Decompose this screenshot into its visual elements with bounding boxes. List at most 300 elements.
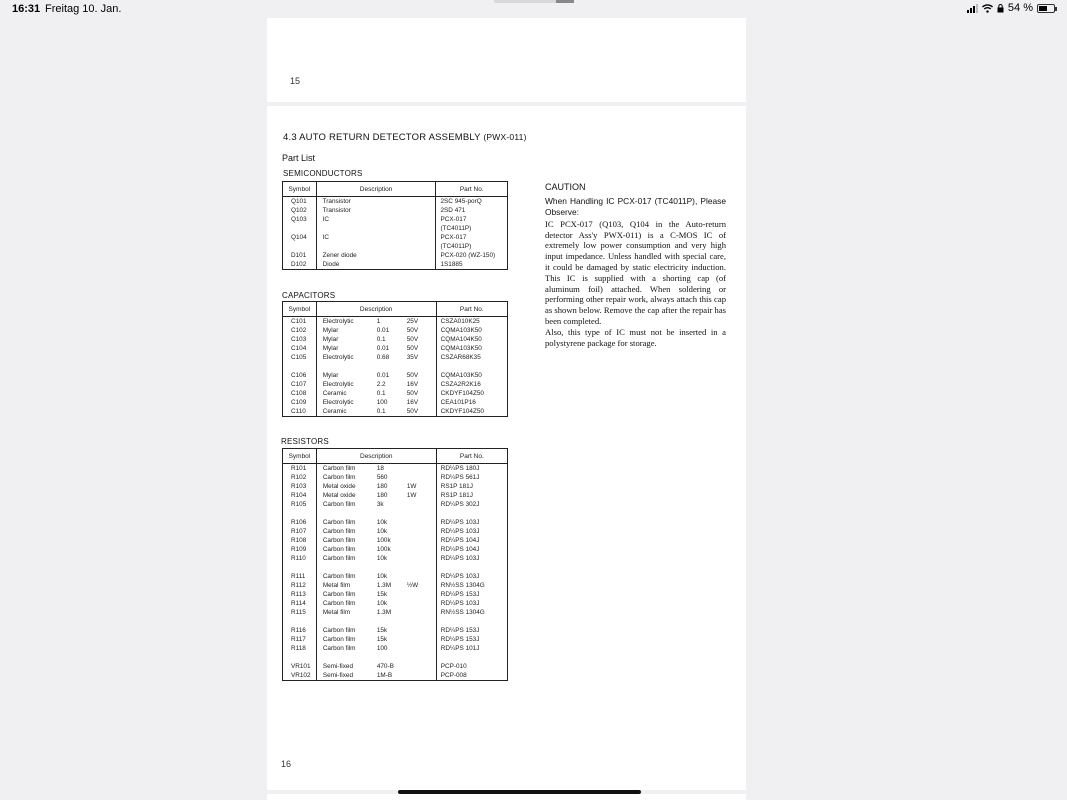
top-drag-handle-active	[556, 0, 574, 3]
symbol-cell: R106	[283, 518, 317, 527]
description-value: 0.1	[376, 390, 386, 397]
description-rating: ½W	[406, 582, 419, 589]
header-symbol: Symbol	[283, 182, 317, 197]
document-page-17[interactable]	[267, 794, 746, 800]
description-cell	[316, 590, 436, 599]
description-value: 10k	[376, 528, 388, 535]
description-value: 2.2	[376, 381, 386, 388]
description-type: Carbon film	[322, 591, 356, 598]
description-cell	[316, 635, 436, 644]
description-value: 0.1	[376, 408, 386, 415]
part-number-cell: RD¼PS 103J	[436, 527, 507, 536]
description-type: Transistor	[322, 198, 351, 205]
description-cell	[316, 536, 436, 545]
semiconductors-heading: SEMICONDUCTORS	[283, 169, 363, 178]
description-rating	[407, 545, 431, 554]
header-symbol: Symbol	[283, 449, 317, 464]
symbol-cell: R114	[283, 599, 317, 608]
part-number-cell: CQMA103K50	[436, 344, 507, 353]
description-value: 15k	[376, 591, 388, 598]
header-part-no: Part No.	[436, 182, 508, 197]
part-number-cell: (TC4011P)	[436, 242, 508, 251]
part-number-cell: CQMA103K50	[436, 371, 507, 380]
description-cell	[316, 545, 436, 554]
symbol-cell: Q103	[283, 215, 317, 224]
symbol-cell: R113	[283, 590, 317, 599]
header-description: Description	[316, 182, 436, 197]
description-rating: 25V	[406, 318, 419, 325]
description-cell	[316, 464, 436, 474]
table-row	[283, 635, 508, 644]
description-value	[377, 251, 407, 260]
symbol-cell: Q102	[283, 206, 317, 215]
description-cell	[316, 215, 436, 224]
part-number-cell: PCP-008	[436, 671, 507, 681]
part-number-cell: RN½SS 1304G	[436, 581, 507, 590]
part-number-cell: 2SC 945-porQ	[436, 197, 508, 207]
table-row	[283, 326, 508, 335]
document-page-15[interactable]	[267, 18, 746, 102]
table-row	[283, 662, 508, 671]
table-row	[283, 344, 508, 353]
section-title-model: (PWX-011)	[483, 132, 527, 142]
description-cell	[316, 482, 436, 491]
description-type: Metal film	[322, 582, 351, 589]
description-type: Electrolytic	[322, 318, 354, 325]
table-cell	[436, 617, 507, 626]
description-value: 0.68	[376, 354, 390, 361]
part-number-cell: RS1P 181J	[436, 482, 507, 491]
description-cell	[316, 572, 436, 581]
table-cell	[436, 362, 507, 371]
description-cell	[316, 554, 436, 563]
table-cell	[436, 563, 507, 572]
symbol-cell: R101	[283, 464, 317, 474]
description-type: Carbon film	[322, 573, 356, 580]
table-row	[283, 371, 508, 380]
section-title	[283, 132, 527, 143]
description-rating	[407, 536, 431, 545]
description-value	[377, 260, 407, 269]
table-row	[283, 251, 508, 260]
description-value	[377, 215, 407, 224]
symbol-cell: C103	[283, 335, 317, 344]
description-rating: 50V	[406, 408, 419, 415]
part-number-cell: RS1P 181J	[436, 491, 507, 500]
lock-rotation-icon	[997, 4, 1004, 13]
table-row	[283, 527, 508, 536]
part-number-cell: RD¼PS 103J	[436, 572, 507, 581]
table-cell	[283, 509, 317, 518]
table-row	[283, 590, 508, 599]
description-cell	[316, 662, 436, 671]
capacitors-table	[282, 301, 508, 417]
part-number-cell: CSZA010K25	[436, 317, 507, 327]
capacitors-heading: CAPACITORS	[282, 291, 336, 300]
description-rating	[407, 608, 431, 617]
part-number-cell: RD¼PS 104J	[436, 536, 507, 545]
symbol-cell: R104	[283, 491, 317, 500]
document-page-16[interactable]	[267, 106, 746, 790]
description-value: 0.01	[376, 345, 390, 352]
table-row	[283, 518, 508, 527]
part-number-cell: 2SD 471	[436, 206, 508, 215]
description-rating	[407, 473, 431, 482]
battery-percent: 54 %	[1007, 2, 1033, 14]
description-cell	[316, 353, 436, 362]
caution-heading: When Handling IC PCX-017 (TC4011P), Please Observe:	[545, 195, 726, 217]
table-cell	[316, 509, 436, 518]
part-number-cell: CKDYF104Z50	[436, 407, 507, 417]
description-rating	[407, 644, 431, 653]
table-row-spacer	[283, 563, 508, 572]
symbol-cell: Q104	[283, 233, 317, 242]
part-number-cell: RD¼PS 103J	[436, 554, 507, 563]
symbol-cell: C106	[283, 371, 317, 380]
description-type: Carbon film	[322, 627, 356, 634]
part-number-cell: PCP-010	[436, 662, 507, 671]
symbol-cell: R117	[283, 635, 317, 644]
description-cell	[316, 380, 436, 389]
part-number-cell: CQMA104K50	[436, 335, 507, 344]
symbol-cell: Q101	[283, 197, 317, 207]
symbol-cell: R109	[283, 545, 317, 554]
table-row	[283, 389, 508, 398]
table-cell	[316, 563, 436, 572]
description-type: Carbon film	[322, 501, 356, 508]
description-cell	[316, 491, 436, 500]
description-cell	[316, 371, 436, 380]
table-row	[283, 473, 508, 482]
description-rating	[407, 464, 431, 473]
part-number-cell: RD¼PS 153J	[436, 635, 507, 644]
description-value: 15k	[376, 627, 388, 634]
symbol-cell	[283, 224, 317, 233]
description-type: IC	[322, 234, 330, 241]
description-type: Carbon film	[322, 636, 356, 643]
description-type: Carbon film	[322, 474, 356, 481]
table-row	[283, 671, 508, 681]
table-row	[283, 260, 508, 270]
part-number-cell: PCX-017	[436, 233, 508, 242]
description-value: 10k	[376, 600, 388, 607]
description-cell	[316, 398, 436, 407]
description-type: Electrolytic	[322, 399, 354, 406]
symbol-cell: R112	[283, 581, 317, 590]
description-cell	[316, 671, 436, 681]
description-type: Carbon film	[322, 519, 356, 526]
description-value: 100k	[376, 546, 391, 553]
description-cell	[316, 407, 436, 417]
description-rating: 50V	[406, 345, 419, 352]
table-row	[283, 242, 508, 251]
part-number-cell: PCX-020 (WZ-150)	[436, 251, 508, 260]
header-description: Description	[316, 449, 436, 464]
table-cell	[436, 653, 507, 662]
part-number-cell: PCX-017	[436, 215, 508, 224]
section-title-text: 4.3 AUTO RETURN DETECTOR ASSEMBLY	[283, 132, 481, 143]
part-number-cell: RD¼PS 153J	[436, 626, 507, 635]
table-cell	[436, 509, 507, 518]
description-rating: 16V	[406, 381, 419, 388]
description-rating	[407, 626, 431, 635]
description-type: Carbon film	[322, 600, 356, 607]
description-cell	[316, 473, 436, 482]
part-list-heading: Part List	[282, 153, 316, 163]
description-type: Carbon film	[322, 546, 356, 553]
description-rating: 1W	[406, 483, 417, 490]
symbol-cell: R103	[283, 482, 317, 491]
semiconductors-table	[282, 181, 508, 270]
description-rating	[407, 572, 431, 581]
symbol-cell: R110	[283, 554, 317, 563]
description-rating	[407, 554, 431, 563]
symbol-cell: C102	[283, 326, 317, 335]
description-value: 560	[376, 474, 388, 481]
description-rating: 50V	[406, 372, 419, 379]
symbol-cell: VR102	[283, 671, 317, 681]
table-row	[283, 353, 508, 362]
caution-body-2: Also, this type of IC must not be inserted in a polystyrene package for storage.	[545, 326, 726, 348]
description-rating: 35V	[406, 354, 419, 361]
description-type: Metal oxide	[322, 483, 356, 490]
description-type: Carbon film	[322, 537, 356, 544]
table-row	[283, 608, 508, 617]
table-row	[283, 407, 508, 417]
description-value	[377, 206, 407, 215]
description-value: 0.01	[376, 372, 390, 379]
table-row	[283, 626, 508, 635]
description-cell	[316, 260, 436, 270]
description-cell	[316, 644, 436, 653]
description-value: 180	[376, 483, 388, 490]
description-rating	[407, 518, 431, 527]
part-number-cell: CKDYF104Z50	[436, 389, 507, 398]
status-indicators	[967, 2, 1055, 14]
description-value: 1M-B	[376, 672, 393, 679]
description-value: 10k	[376, 573, 388, 580]
description-rating	[407, 527, 431, 536]
description-rating	[407, 260, 431, 269]
symbol-cell: C109	[283, 398, 317, 407]
description-cell	[316, 527, 436, 536]
description-rating	[407, 251, 431, 260]
description-cell	[316, 599, 436, 608]
description-value: 100	[376, 399, 388, 406]
description-value: 1.3M	[376, 582, 392, 589]
caution-box	[545, 182, 726, 348]
part-number-cell: (TC4011P)	[436, 224, 508, 233]
description-value: 180	[376, 492, 388, 499]
resistors-heading: RESISTORS	[281, 437, 329, 446]
page-number: 15	[290, 76, 301, 86]
description-value: 470-B	[376, 663, 394, 670]
description-cell	[316, 344, 436, 353]
description-type: Metal oxide	[322, 492, 356, 499]
description-rating	[407, 197, 431, 206]
description-type: Mylar	[322, 372, 339, 379]
description-cell	[316, 242, 436, 251]
part-number-cell: CSZA2R2K16	[436, 380, 507, 389]
symbol-cell: R102	[283, 473, 317, 482]
table-row	[283, 491, 508, 500]
symbol-cell: C110	[283, 407, 317, 417]
table-row	[283, 197, 508, 207]
description-cell	[316, 224, 436, 233]
table-row	[283, 644, 508, 653]
description-rating: 50V	[406, 327, 419, 334]
description-type: Transistor	[322, 207, 351, 214]
table-row-spacer	[283, 362, 508, 371]
description-rating	[407, 635, 431, 644]
header-part-no: Part No.	[436, 302, 507, 317]
description-value: 100	[376, 645, 388, 652]
description-type: Zener diode	[322, 252, 357, 259]
description-cell	[316, 197, 436, 207]
description-value: 10k	[376, 555, 388, 562]
table-cell	[316, 617, 436, 626]
part-number-cell: RD¼PS 103J	[436, 518, 507, 527]
page-number: 16	[281, 759, 292, 769]
description-cell	[316, 335, 436, 344]
description-type: Ceramic	[322, 408, 347, 415]
symbol-cell: C104	[283, 344, 317, 353]
part-number-cell: CEA101P16	[436, 398, 507, 407]
table-row	[283, 500, 508, 509]
table-row	[283, 233, 508, 242]
description-value	[377, 197, 407, 206]
table-row	[283, 398, 508, 407]
table-row	[283, 464, 508, 474]
part-number-cell: CSZAR68K35	[436, 353, 507, 362]
description-value: 0.01	[376, 327, 390, 334]
table-row-spacer	[283, 617, 508, 626]
resistors-table	[282, 448, 508, 681]
table-row	[283, 599, 508, 608]
symbol-cell: D102	[283, 260, 317, 270]
symbol-cell: R115	[283, 608, 317, 617]
description-cell	[316, 518, 436, 527]
symbol-cell: D101	[283, 251, 317, 260]
description-value: 1	[376, 318, 381, 325]
part-number-cell: RD¼PS 104J	[436, 545, 507, 554]
symbol-cell: C101	[283, 317, 317, 327]
wifi-icon	[982, 4, 993, 13]
status-time: 16:31	[12, 3, 41, 15]
description-rating	[407, 215, 431, 224]
description-rating	[407, 206, 431, 215]
description-value: 3k	[376, 501, 384, 508]
table-row	[283, 545, 508, 554]
table-row-spacer	[283, 653, 508, 662]
table-cell	[283, 617, 317, 626]
symbol-cell: C105	[283, 353, 317, 362]
description-type: Mylar	[322, 345, 339, 352]
cellular-signal-icon	[967, 4, 978, 13]
table-cell	[316, 362, 436, 371]
description-value	[377, 233, 407, 242]
description-cell	[316, 626, 436, 635]
table-row	[283, 215, 508, 224]
description-cell	[316, 389, 436, 398]
battery-icon	[1037, 4, 1055, 13]
part-number-cell: RD¼PS 103J	[436, 599, 507, 608]
description-value: 100k	[376, 537, 391, 544]
table-cell	[283, 653, 317, 662]
part-number-cell: RD¼PS 153J	[436, 590, 507, 599]
home-indicator[interactable]	[398, 790, 641, 794]
description-value: 15k	[376, 636, 388, 643]
description-value: 10k	[376, 519, 388, 526]
description-rating	[407, 662, 431, 671]
part-number-cell: 1S1885	[436, 260, 508, 270]
description-cell	[316, 326, 436, 335]
description-rating	[407, 500, 431, 509]
description-cell	[316, 581, 436, 590]
table-cell	[283, 362, 317, 371]
part-number-cell: RD¼PS 302J	[436, 500, 507, 509]
table-cell	[316, 653, 436, 662]
description-type: IC	[322, 216, 330, 223]
status-date: Freitag 10. Jan.	[45, 3, 122, 15]
description-type: Electrolytic	[322, 381, 354, 388]
header-symbol: Symbol	[283, 302, 317, 317]
description-cell	[316, 317, 436, 327]
symbol-cell: R118	[283, 644, 317, 653]
description-type: Mylar	[322, 327, 339, 334]
description-type: Carbon film	[322, 528, 356, 535]
part-number-cell: CQMA103K50	[436, 326, 507, 335]
description-cell	[316, 500, 436, 509]
header-description: Description	[316, 302, 436, 317]
description-type: Carbon film	[322, 645, 356, 652]
description-type: Diode	[322, 261, 340, 268]
symbol-cell: R111	[283, 572, 317, 581]
description-rating: 1W	[406, 492, 417, 499]
description-type: Ceramic	[322, 390, 347, 397]
table-cell	[283, 563, 317, 572]
description-type: Semi-fixed	[322, 672, 353, 679]
table-row	[283, 335, 508, 344]
description-value: 1.3M	[376, 609, 392, 616]
part-number-cell: RD¼PS 561J	[436, 473, 507, 482]
symbol-cell: R116	[283, 626, 317, 635]
description-value: 0.1	[376, 336, 386, 343]
part-number-cell: RN½SS 1304G	[436, 608, 507, 617]
caution-title: CAUTION	[545, 182, 586, 192]
description-type: Semi-fixed	[322, 663, 353, 670]
description-rating: 50V	[406, 390, 419, 397]
symbol-cell: C107	[283, 380, 317, 389]
table-row	[283, 554, 508, 563]
description-type: Carbon film	[322, 465, 356, 472]
table-row	[283, 317, 508, 327]
table-row	[283, 482, 508, 491]
description-rating	[407, 233, 431, 242]
description-cell	[316, 233, 436, 242]
symbol-cell: R108	[283, 536, 317, 545]
description-type: Mylar	[322, 336, 339, 343]
description-type: Metal film	[322, 609, 351, 616]
symbol-cell: R105	[283, 500, 317, 509]
description-rating	[407, 590, 431, 599]
table-row	[283, 572, 508, 581]
table-row	[283, 581, 508, 590]
table-row	[283, 536, 508, 545]
description-cell	[316, 206, 436, 215]
description-type: Carbon film	[322, 555, 356, 562]
description-cell	[316, 251, 436, 260]
